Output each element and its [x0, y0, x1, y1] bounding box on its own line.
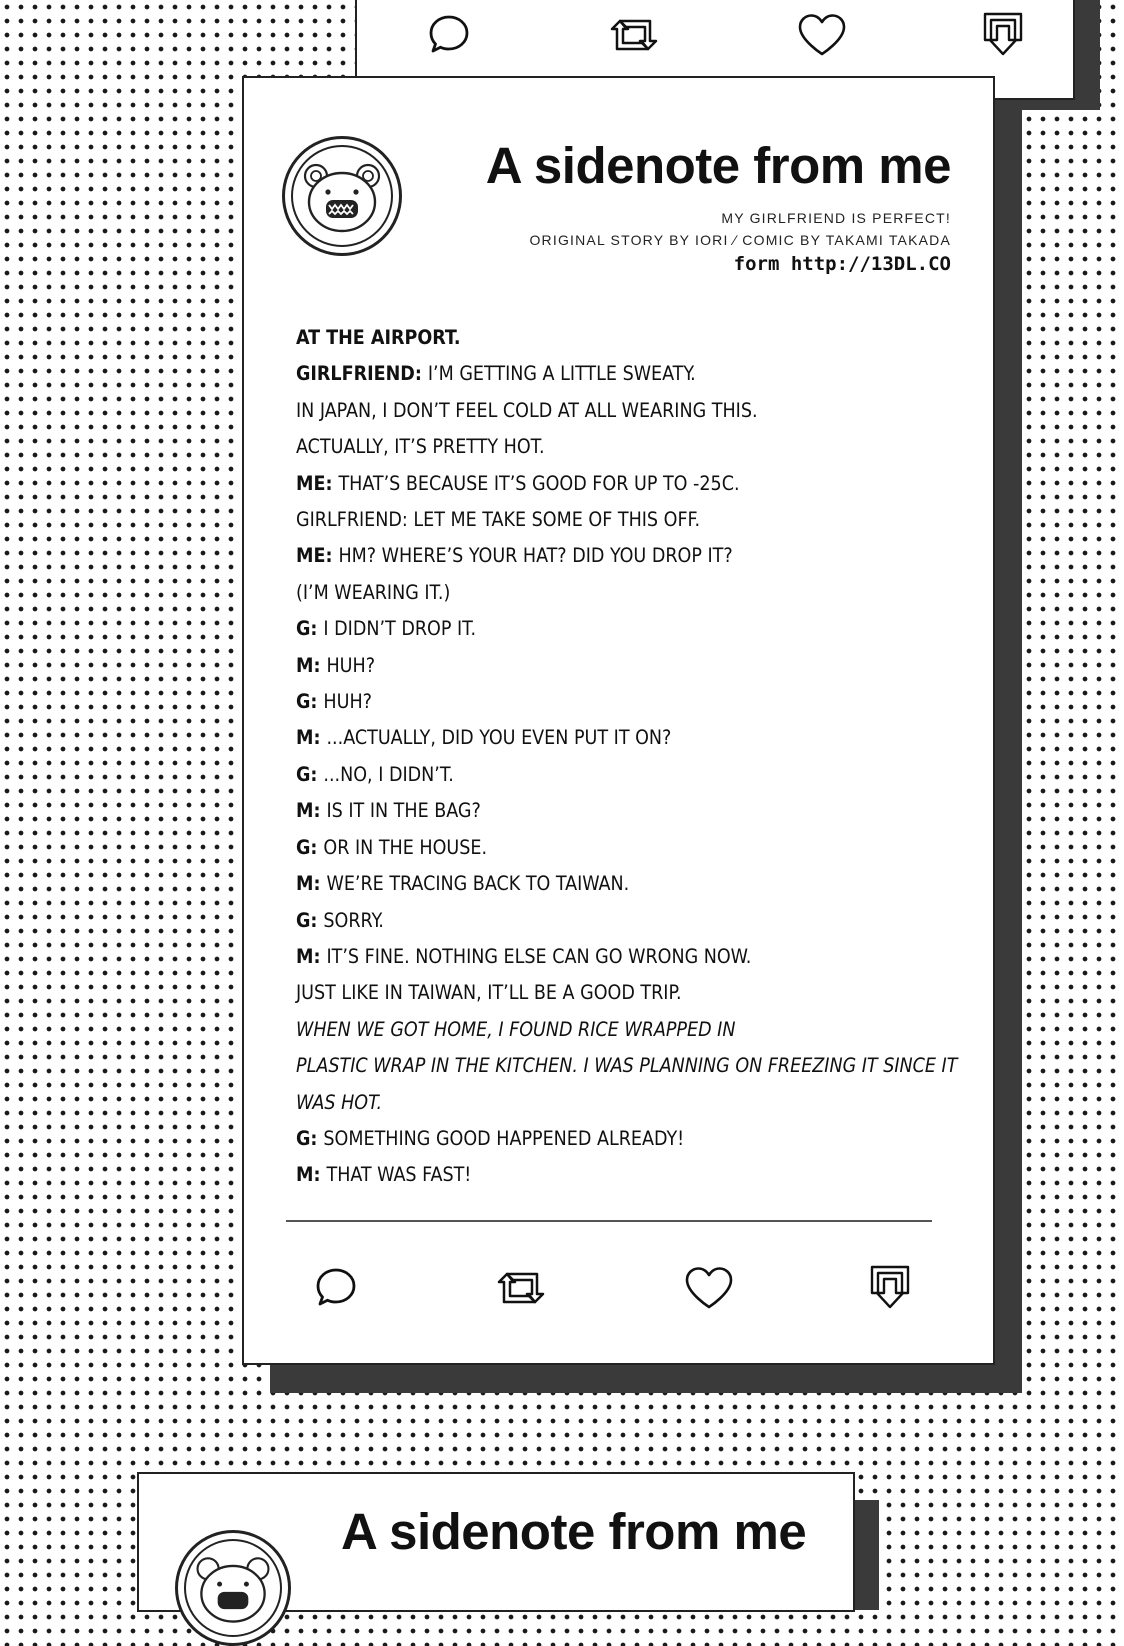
- speaker-label: G:: [296, 908, 318, 932]
- note-line: [296, 1085, 976, 1121]
- line-text: AT THE AIRPORT.: [296, 326, 461, 349]
- note-line: [296, 866, 976, 902]
- avatar: [175, 1530, 291, 1646]
- note-line: [296, 1121, 976, 1157]
- note-line: [296, 393, 976, 429]
- bear-avatar-icon: [294, 148, 390, 244]
- speaker-label: M:: [296, 726, 321, 750]
- line-text: PLASTIC WRAP IN THE KITCHEN. I WAS PLANNING ON FREEZING IT SINCE IT: [296, 1054, 958, 1078]
- line-text: JUST LIKE IN TAIWAN, IT’LL BE A GOOD TRIP.: [296, 981, 682, 1005]
- line-text: HUH?: [323, 690, 372, 714]
- line-text: I’M GETTING A LITTLE SWEATY.: [427, 362, 696, 386]
- speaker-label: G:: [296, 835, 318, 859]
- comment-icon[interactable]: [425, 11, 473, 59]
- note-line: [296, 1157, 976, 1193]
- line-text: SORRY.: [323, 908, 384, 932]
- line-text: HM? WHERE’S YOUR HAT? DID YOU DROP IT?: [338, 544, 733, 568]
- note-line: [296, 975, 976, 1011]
- speaker-label: M:: [296, 944, 321, 968]
- next-post-title: A sidenote from me: [341, 1503, 807, 1560]
- share-icon[interactable]: [868, 1263, 912, 1313]
- line-text: THAT WAS FAST!: [326, 1163, 472, 1187]
- note-line: [296, 1048, 976, 1084]
- line-text: IN JAPAN, I DON’T FEEL COLD AT ALL WEARING THIS.: [296, 398, 758, 422]
- speaker-label: ME:: [296, 544, 333, 568]
- note-line: [296, 356, 976, 392]
- speaker-label: G:: [296, 762, 318, 786]
- repost-icon[interactable]: [606, 11, 662, 59]
- post-action-bar: [312, 1263, 912, 1313]
- line-text: WAS HOT.: [296, 1090, 383, 1114]
- speaker-label: G:: [296, 617, 318, 641]
- line-text: ...NO, I DIDN’T.: [323, 762, 454, 786]
- speaker-label: M:: [296, 872, 321, 896]
- speaker-label: M:: [296, 653, 321, 677]
- avatar: [282, 136, 402, 256]
- share-icon[interactable]: [981, 10, 1025, 60]
- next-post-card: [137, 1472, 855, 1612]
- series-credit: MY GIRLFRIEND IS PERFECT!: [721, 210, 951, 226]
- note-line: [296, 575, 976, 611]
- speaker-label: M:: [296, 799, 321, 823]
- note-line: [296, 684, 976, 720]
- line-text: GIRLFRIEND: LET ME TAKE SOME OF THIS OFF.: [296, 508, 701, 532]
- previous-post-action-bar: [425, 10, 1025, 60]
- line-text: (I’M WEARING IT.): [296, 580, 451, 604]
- speaker-label: GIRLFRIEND:: [296, 362, 422, 386]
- bear-avatar-icon: [187, 1542, 279, 1634]
- line-text: IT’S FINE. NOTHING ELSE CAN GO WRONG NOW.: [326, 944, 752, 968]
- source-watermark: form http://13DL.CO: [733, 253, 951, 275]
- note-line: [296, 1012, 976, 1048]
- note-line: [296, 648, 976, 684]
- like-icon[interactable]: [683, 1265, 735, 1311]
- note-line: [296, 611, 976, 647]
- like-icon[interactable]: [796, 12, 848, 58]
- note-body: [296, 320, 976, 1194]
- line-text: IS IT IN THE BAG?: [326, 799, 481, 823]
- note-line: [296, 466, 976, 502]
- note-line: [296, 830, 976, 866]
- note-line: [296, 939, 976, 975]
- note-line: [296, 502, 976, 538]
- line-text: WE’RE TRACING BACK TO TAIWAN.: [326, 872, 630, 896]
- speaker-label: M:: [296, 1163, 321, 1187]
- author-credit: ORIGINAL STORY BY IORI ∕ COMIC BY TAKAMI TAKADA: [529, 232, 951, 248]
- speaker-label: G:: [296, 690, 318, 714]
- line-text: ACTUALLY, IT’S PRETTY HOT.: [296, 435, 545, 459]
- line-text: OR IN THE HOUSE.: [323, 835, 488, 859]
- line-text: WHEN WE GOT HOME, I FOUND RICE WRAPPED IN: [296, 1017, 736, 1041]
- note-line: [296, 757, 976, 793]
- divider: [286, 1220, 932, 1222]
- line-text: HUH?: [326, 653, 376, 677]
- note-line: [296, 429, 976, 465]
- repost-icon[interactable]: [493, 1264, 549, 1312]
- comment-icon[interactable]: [312, 1264, 360, 1312]
- speaker-label: ME:: [296, 471, 333, 495]
- sidenote-post-card: [242, 76, 995, 1365]
- note-line: [296, 903, 976, 939]
- note-line: [296, 538, 976, 574]
- line-text: ...ACTUALLY, DID YOU EVEN PUT IT ON?: [326, 726, 672, 750]
- line-text: I DIDN’T DROP IT.: [323, 617, 477, 641]
- line-text: THAT’S BECAUSE IT’S GOOD FOR UP TO -25C.: [338, 471, 740, 495]
- speaker-label: G:: [296, 1126, 318, 1150]
- post-title: A sidenote from me: [485, 137, 951, 194]
- line-text: SOMETHING GOOD HAPPENED ALREADY!: [323, 1126, 685, 1150]
- note-line: [296, 793, 976, 829]
- note-line: [296, 720, 976, 756]
- note-line: [296, 320, 976, 356]
